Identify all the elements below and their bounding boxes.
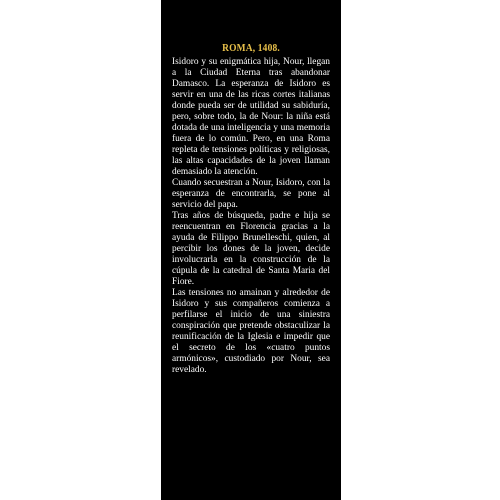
synopsis-paragraph: Isidoro y su enigmática hija, Nour, llegan a la Ciudad Eterna tras abandonar Damasco. La esperanza de Isidoro es servir en una de las ricas cortes italianas donde pueda ser de utilidad su sabiduría, pero, sobre todo, la de Nour: la niña está dotada de una inteligencia y una memoria fuera de lo común. Pero, en una Roma repleta de tensiones políticas y religiosas, las altas capacidades de la joven llaman demasiado la atención. — [172, 57, 330, 177]
synopsis-paragraph: Cuando secuestran a Nour, Isidoro, con la esperanza de encontrarla, se pone al servicio del papa. — [172, 178, 330, 210]
synopsis-paragraph: Tras años de búsqueda, padre e hija se reencuentran en Florencia gracias a la ayuda de Filippo Brunelleschi, quien, al percibir los dones de la joven, decide involucrarla en la construcción de la cúpula de la catedral de Santa Maria del Fiore. — [172, 211, 330, 287]
back-cover-panel — [161, 0, 341, 500]
synopsis-text — [172, 57, 330, 376]
synopsis-paragraph: Las tensiones no amainan y alrededor de Isidoro y sus compañeros comienza a perfilarse el inicio de una siniestra conspiración que pretende obstaculizar la reunificación de la Iglesia e impedir que el secreto de los «cuatro puntos armónicos», custodiado por Nour, sea revelado. — [172, 288, 330, 375]
cover-title: ROMA, 1408. — [222, 42, 280, 54]
